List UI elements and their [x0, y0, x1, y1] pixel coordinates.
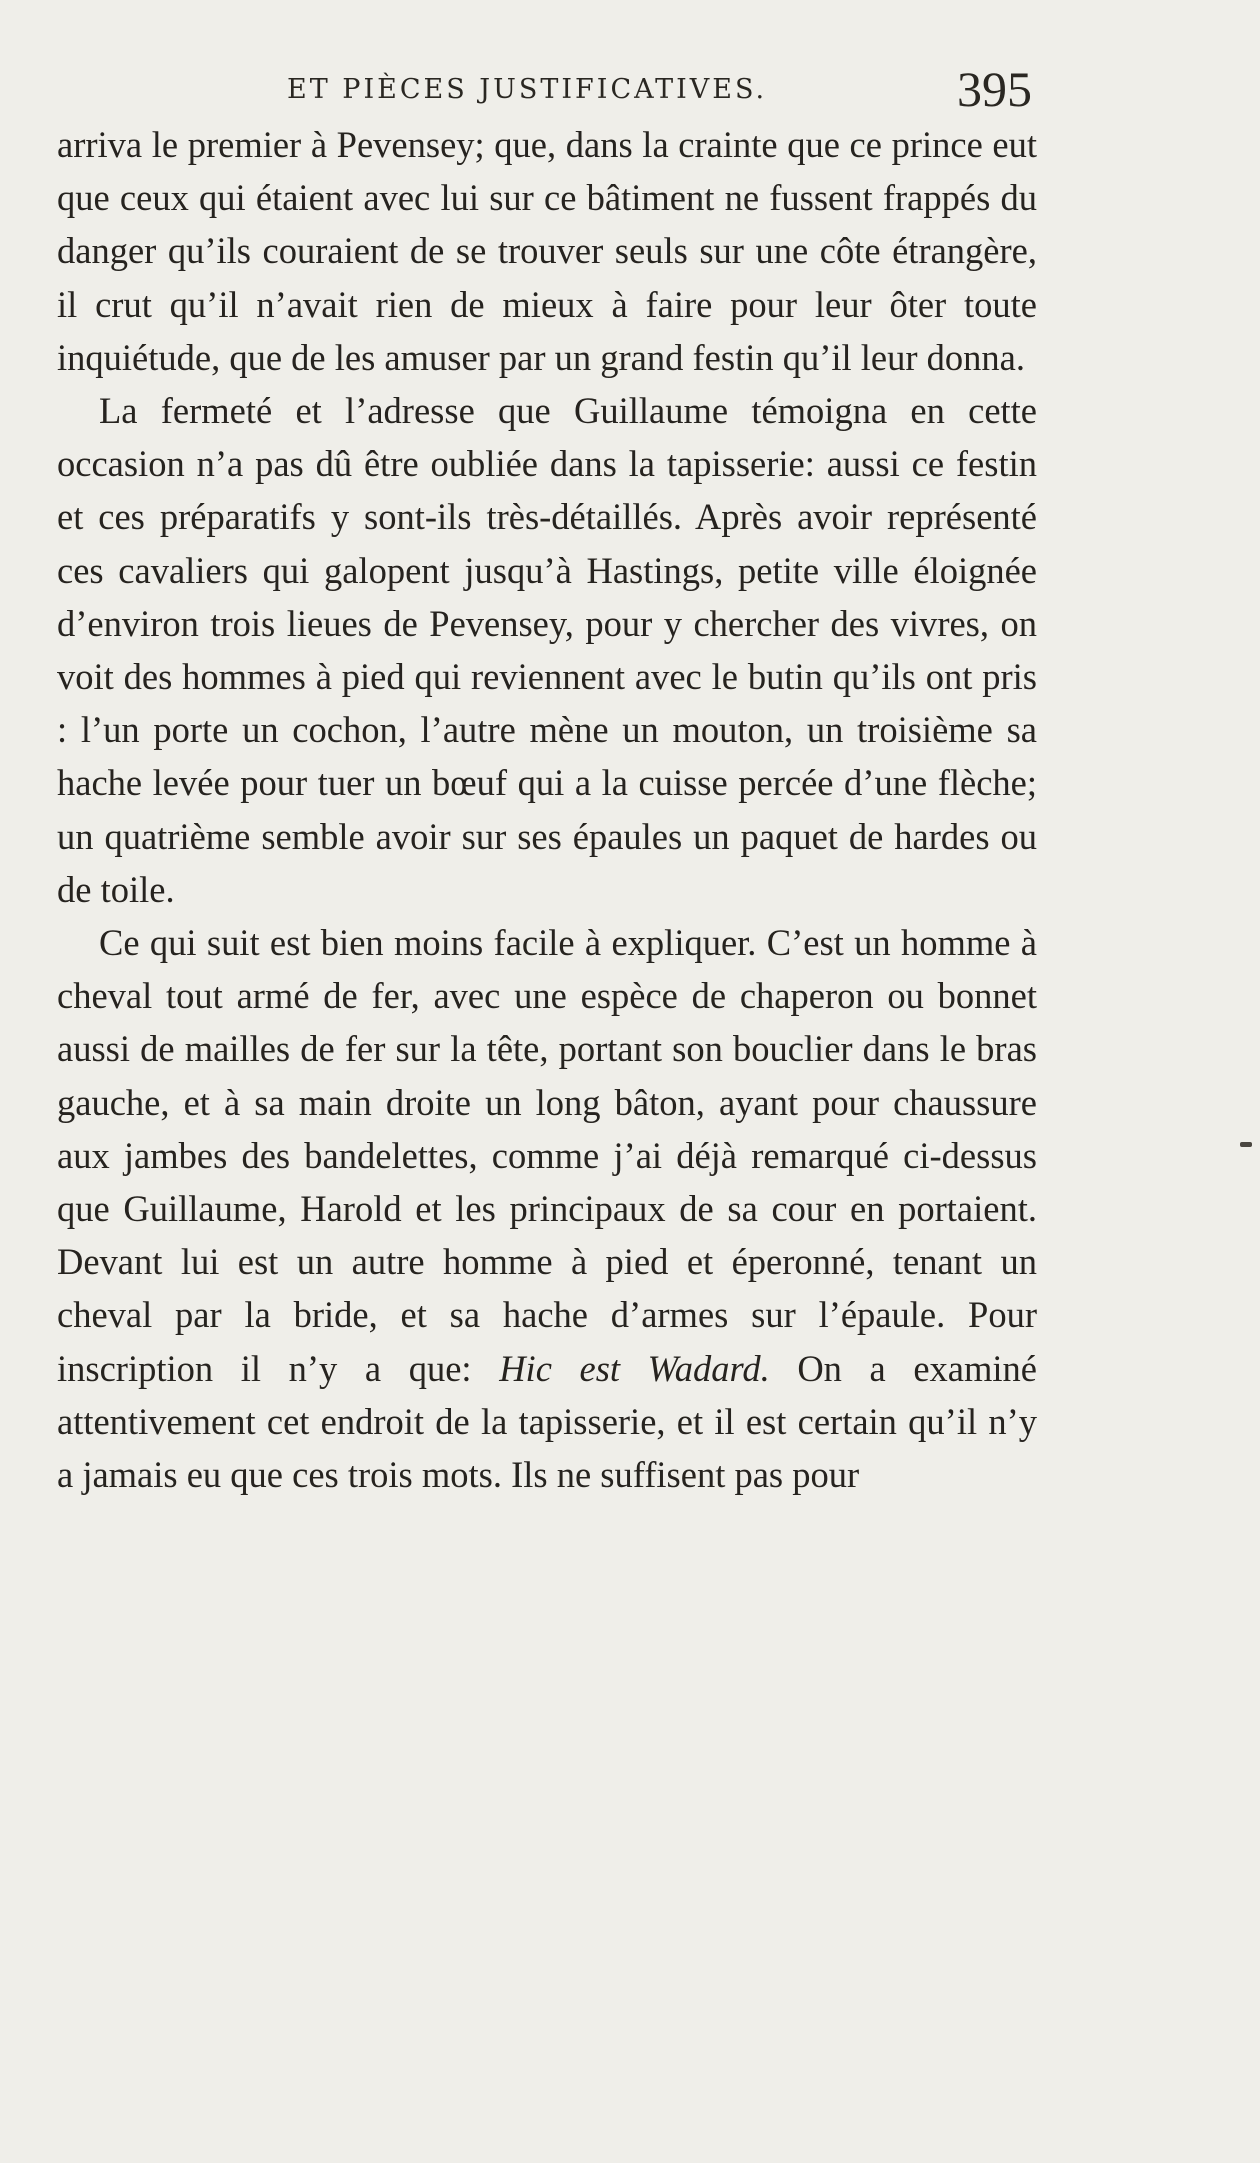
page-number: 395: [957, 61, 1032, 117]
paragraph-wadard: [57, 916, 1037, 1501]
running-head: [57, 61, 1032, 117]
margin-mark: [1240, 1142, 1252, 1147]
paragraph-wadard-start: Ce qui suit est bien moins facile à expliquer. C’est un homme à cheval tout armé de fer, avec une espèce de chaperon ou bonnet aussi de mailles de fer sur la tête, portant son bouclier dans le bras gauche, et à sa main droite un long bâton, ayant pour chaussure aux jambes des bandelettes, comme j’ai déjà remarqué ci-dessus que Guillaume, Harold et les principaux de sa cour en portaient. Devant lui est un autre homme à pied et éperonné, tenant un cheval par la bride, et sa hache d’armes sur l’épaule. Pour inscription il n’y a que:: [57, 922, 1037, 1389]
paragraph-wadard-end: On a examiné attentivement cet endroit de la tapisserie, et il est certain qu’il n’y a jamais eu que ces trois mots. Ils ne suffisent pas pour: [57, 1347, 1037, 1496]
paragraph-continuation: arriva le premier à Pevensey; que, dans la crainte que ce prince eut que ceux qui étaient avec lui sur ce bâtiment ne fussent frappés du danger qu’ils couraient de se trouver seuls sur une côte étrangère, il crut qu’il n’avait rien de mieux à faire pour leur ôter toute inquiétude, que de les amuser par un grand festin qu’il leur donna.: [57, 124, 1037, 378]
body-text: [57, 118, 1037, 1501]
running-title: ET PIÈCES JUSTIFICATIVES.: [287, 74, 768, 105]
inscription-text: Hic est Wadard.: [499, 1347, 770, 1389]
paragraph-festin: La fermeté et l’adresse que Guillaume témoigna en cette occasion n’a pas dû être oubliée dans la tapisserie: aussi ce festin et ces préparatifs y sont-ils très-détaillés. Après avoir représenté ces cavaliers qui galopent jusqu’à Hastings, petite ville éloignée d’environ trois lieues de Pevensey, pour y chercher des vivres, on voit des hommes à pied qui reviennent avec le butin qu’ils ont pris : l’un porte un cochon, l’autre mène un mouton, un troisième sa hache levée pour tuer un bœuf qui a la cuisse percée d’une flèche; un quatrième semble avoir sur ses épaules un paquet de hardes ou de toile.: [57, 390, 1037, 910]
